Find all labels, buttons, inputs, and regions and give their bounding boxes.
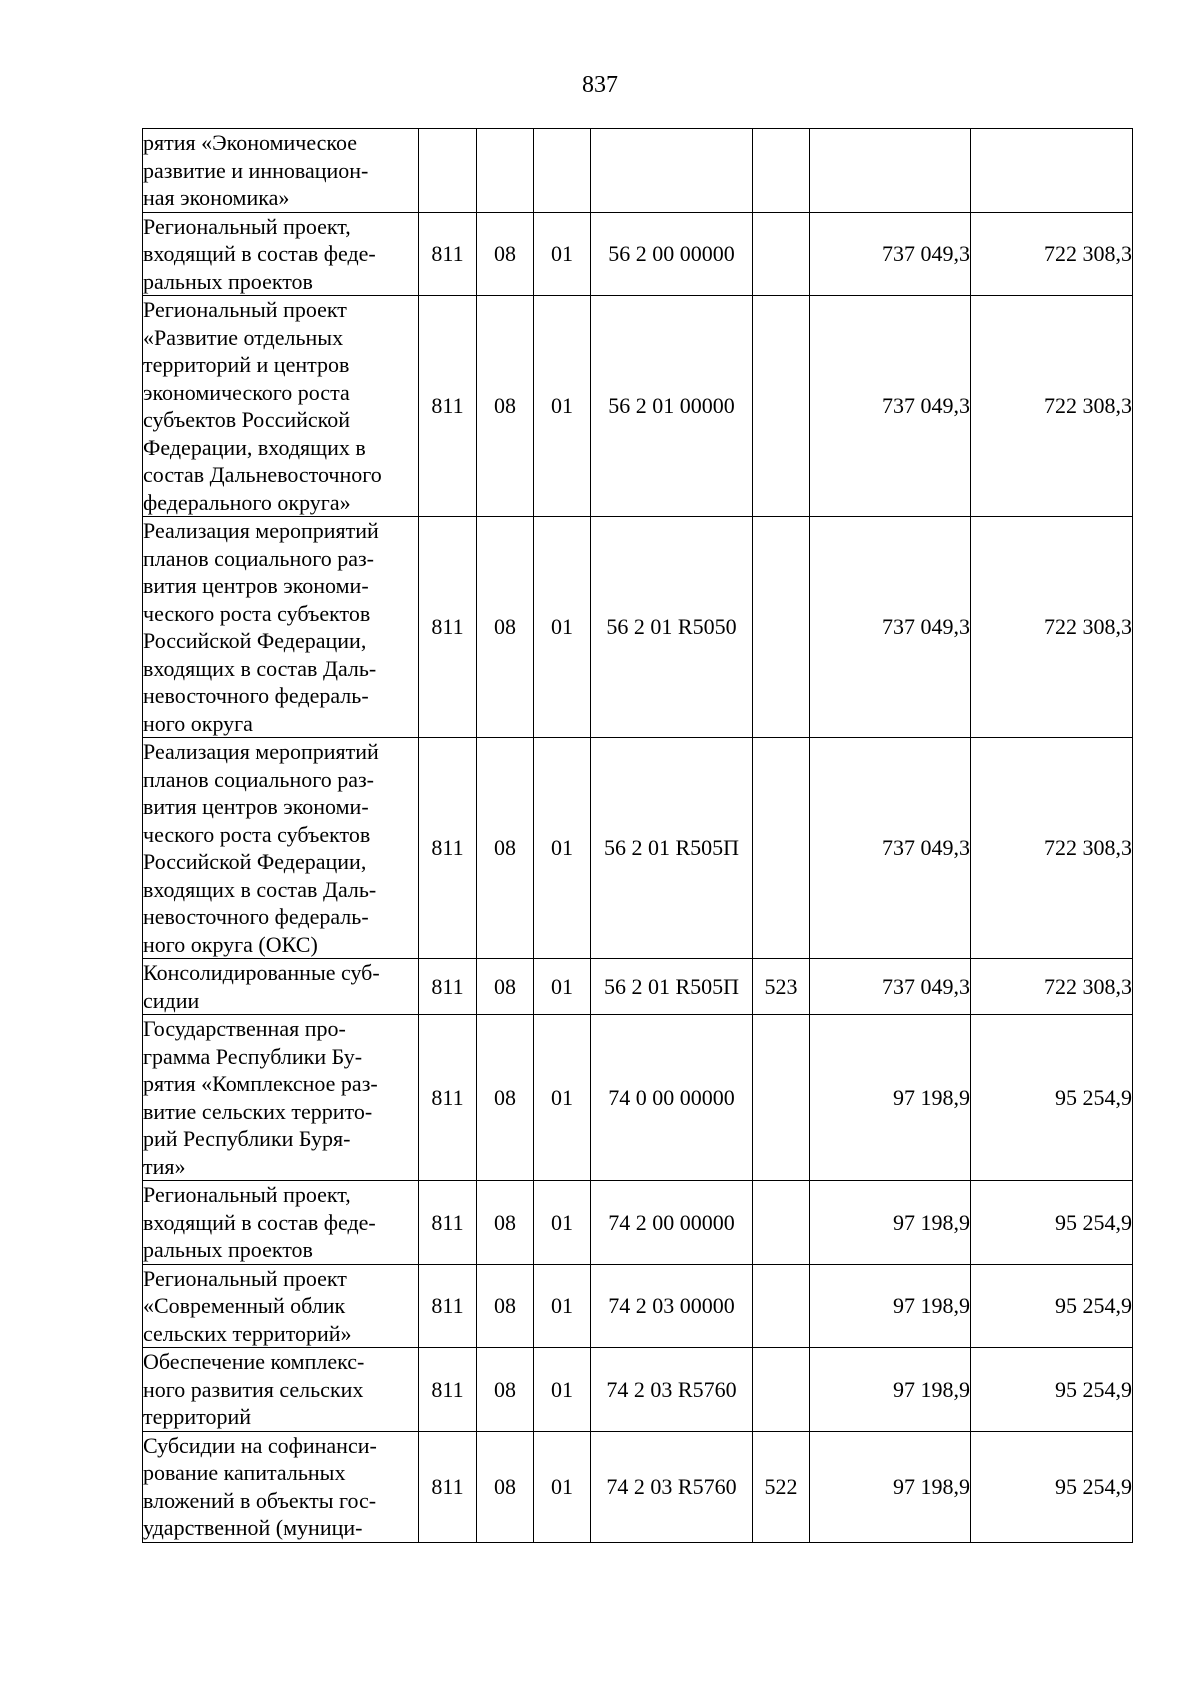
item-name-cell	[143, 212, 419, 296]
item-name-line: «Современный облик	[143, 1293, 346, 1318]
item-name-line: рование капитальных	[143, 1460, 346, 1485]
target-article-cell: 56 2 00 00000	[591, 212, 753, 296]
subsection-code-cell: 01	[534, 212, 591, 296]
subsection-code-cell: 01	[534, 296, 591, 517]
item-name-cell	[143, 1348, 419, 1432]
section-code-cell: 08	[477, 1431, 534, 1542]
target-article-cell: 56 2 01 00000	[591, 296, 753, 517]
item-name-cell	[143, 296, 419, 517]
expense-type-cell	[753, 1264, 810, 1348]
item-name-line: развитие и инновацион-	[143, 157, 369, 183]
item-name-cell	[143, 1015, 419, 1181]
subsection-code-cell: 01	[534, 1264, 591, 1348]
item-name-line: Субсидии на софинанси-	[143, 1432, 377, 1458]
item-name-line: Государственная про-	[143, 1016, 346, 1041]
ministry-code-cell: 811	[419, 1264, 477, 1348]
amount-year2-cell: 722 308,3	[971, 212, 1133, 296]
section-code-cell: 08	[477, 212, 534, 296]
target-article-cell: 74 2 03 R5760	[591, 1348, 753, 1432]
section-code-cell: 08	[477, 738, 534, 959]
item-name-line: ческого роста субъектов	[143, 821, 371, 847]
table-row	[143, 1264, 1133, 1348]
table-row	[143, 129, 1133, 213]
section-code-cell: 08	[477, 959, 534, 1015]
item-name-line: ного развития сельских	[143, 1376, 364, 1402]
amount-year2-cell: 722 308,3	[971, 738, 1133, 959]
item-name-line: невосточного федераль-	[143, 904, 369, 929]
target-article-cell: 74 2 00 00000	[591, 1181, 753, 1265]
ministry-code-cell: 811	[419, 1181, 477, 1265]
item-name-line: Обеспечение комплекс-	[143, 1349, 365, 1374]
item-name-line: субъектов Российской	[143, 407, 351, 432]
section-code-cell: 08	[477, 296, 534, 517]
item-name-line: ного округа (ОКС)	[143, 931, 318, 957]
table-body	[143, 129, 1133, 1543]
amount-year1-cell: 737 049,3	[810, 959, 971, 1015]
item-name-cell	[143, 1431, 419, 1542]
section-code-cell: 08	[477, 1264, 534, 1348]
item-name-line: «Развитие отдельных	[143, 324, 344, 350]
item-name-cell	[143, 1181, 419, 1265]
expense-type-cell: 522	[753, 1431, 810, 1542]
table-row	[143, 296, 1133, 517]
expense-type-cell	[753, 1348, 810, 1432]
amount-year1-cell: 97 198,9	[810, 1348, 971, 1432]
item-name-cell	[143, 517, 419, 738]
item-name-line: Российской Федерации,	[143, 849, 367, 874]
item-name-line: рий Республики Буря-	[143, 1126, 351, 1151]
item-name-cell	[143, 1264, 419, 1348]
amount-year1-cell	[810, 129, 971, 213]
item-name-line: входящих в состав Даль-	[143, 876, 377, 902]
section-code-cell: 08	[477, 1348, 534, 1432]
amount-year2-cell: 95 254,9	[971, 1264, 1133, 1348]
table-row	[143, 1431, 1133, 1542]
subsection-code-cell: 01	[534, 1431, 591, 1542]
item-name-line: входящий в состав феде-	[143, 241, 376, 266]
amount-year2-cell: 722 308,3	[971, 959, 1133, 1015]
item-name-line: территорий и центров	[143, 352, 350, 377]
item-name-cell	[143, 129, 419, 213]
item-name-line: ральных проектов	[143, 1237, 313, 1262]
amount-year1-cell: 97 198,9	[810, 1181, 971, 1265]
item-name-cell	[143, 738, 419, 959]
item-name-line: Федерации, входящих в	[143, 434, 366, 460]
page-number: 837	[582, 72, 618, 98]
table-row	[143, 959, 1133, 1015]
item-name-line: невосточного федераль-	[143, 683, 369, 708]
section-code-cell: 08	[477, 1181, 534, 1265]
item-name-line: Консолидированные суб-	[143, 960, 380, 985]
amount-year2-cell: 95 254,9	[971, 1181, 1133, 1265]
item-name-line: вложений в объекты гос-	[143, 1487, 377, 1513]
ministry-code-cell: 811	[419, 1015, 477, 1181]
target-article-cell	[591, 129, 753, 213]
subsection-code-cell	[534, 129, 591, 213]
table-row	[143, 738, 1133, 959]
ministry-code-cell: 811	[419, 1348, 477, 1432]
expense-type-cell	[753, 517, 810, 738]
section-code-cell: 08	[477, 1015, 534, 1181]
target-article-cell: 56 2 01 R505П	[591, 959, 753, 1015]
item-name-line: грамма Республики Бу-	[143, 1043, 363, 1069]
target-article-cell: 56 2 01 R505П	[591, 738, 753, 959]
item-name-line: тия»	[143, 1153, 186, 1179]
item-name-line: территорий	[143, 1404, 252, 1429]
expense-type-cell	[753, 1015, 810, 1181]
ministry-code-cell: 811	[419, 959, 477, 1015]
subsection-code-cell: 01	[534, 517, 591, 738]
target-article-cell: 74 2 03 00000	[591, 1264, 753, 1348]
ministry-code-cell: 811	[419, 296, 477, 517]
table-row	[143, 1015, 1133, 1181]
item-name-cell	[143, 959, 419, 1015]
target-article-cell: 56 2 01 R5050	[591, 517, 753, 738]
expense-type-cell	[753, 1181, 810, 1265]
amount-year2-cell: 95 254,9	[971, 1348, 1133, 1432]
item-name-line: рятия «Экономическое	[143, 130, 358, 155]
expense-type-cell	[753, 129, 810, 213]
amount-year2-cell: 722 308,3	[971, 517, 1133, 738]
table-row	[143, 1348, 1133, 1432]
item-name-line: Региональный проект,	[143, 1182, 351, 1207]
ministry-code-cell	[419, 129, 477, 213]
item-name-line: Реализация мероприятий	[143, 739, 379, 764]
amount-year2-cell: 95 254,9	[971, 1015, 1133, 1181]
subsection-code-cell: 01	[534, 738, 591, 959]
subsection-code-cell: 01	[534, 1348, 591, 1432]
item-name-line: Реализация мероприятий	[143, 518, 379, 543]
ministry-code-cell: 811	[419, 212, 477, 296]
ministry-code-cell: 811	[419, 1431, 477, 1542]
expense-type-cell	[753, 296, 810, 517]
item-name-line: состав Дальневосточного	[143, 462, 382, 487]
item-name-line: сидии	[143, 987, 200, 1013]
item-name-line: вития центров экономи-	[143, 794, 369, 819]
target-article-cell: 74 0 00 00000	[591, 1015, 753, 1181]
item-name-line: ческого роста субъектов	[143, 600, 371, 626]
item-name-line: ударственной (муници-	[143, 1515, 363, 1540]
item-name-line: сельских территорий»	[143, 1320, 352, 1346]
expense-type-cell	[753, 212, 810, 296]
subsection-code-cell: 01	[534, 1015, 591, 1181]
item-name-line: ная экономика»	[143, 185, 290, 210]
item-name-line: вития центров экономи-	[143, 573, 369, 598]
item-name-line: Региональный проект	[143, 1265, 347, 1291]
section-code-cell	[477, 129, 534, 213]
item-name-line: планов социального раз-	[143, 545, 374, 571]
ministry-code-cell: 811	[419, 738, 477, 959]
item-name-line: планов социального раз-	[143, 766, 374, 792]
section-code-cell: 08	[477, 517, 534, 738]
amount-year1-cell: 737 049,3	[810, 296, 971, 517]
expense-type-cell: 523	[753, 959, 810, 1015]
amount-year2-cell: 722 308,3	[971, 296, 1133, 517]
table-row	[143, 212, 1133, 296]
amount-year2-cell	[971, 129, 1133, 213]
item-name-line: Региональный проект,	[143, 213, 351, 239]
expense-type-cell	[753, 738, 810, 959]
table-row	[143, 517, 1133, 738]
item-name-line: Региональный проект	[143, 297, 347, 322]
ministry-code-cell: 811	[419, 517, 477, 738]
amount-year1-cell: 97 198,9	[810, 1015, 971, 1181]
subsection-code-cell: 01	[534, 1181, 591, 1265]
item-name-line: входящих в состав Даль-	[143, 655, 377, 681]
item-name-line: входящий в состав феде-	[143, 1209, 376, 1235]
amount-year1-cell: 737 049,3	[810, 738, 971, 959]
item-name-line: рятия «Комплексное раз-	[143, 1071, 378, 1096]
amount-year1-cell: 737 049,3	[810, 517, 971, 738]
item-name-line: витие сельских террито-	[143, 1098, 373, 1124]
item-name-line: ного округа	[143, 710, 253, 736]
item-name-line: Российской Федерации,	[143, 628, 367, 653]
target-article-cell: 74 2 03 R5760	[591, 1431, 753, 1542]
item-name-line: экономического роста	[143, 379, 350, 405]
subsection-code-cell: 01	[534, 959, 591, 1015]
item-name-line: ральных проектов	[143, 268, 313, 294]
amount-year1-cell: 737 049,3	[810, 212, 971, 296]
amount-year1-cell: 97 198,9	[810, 1431, 971, 1542]
amount-year2-cell: 95 254,9	[971, 1431, 1133, 1542]
item-name-line: федерального округа»	[143, 489, 351, 515]
amount-year1-cell: 97 198,9	[810, 1264, 971, 1348]
budget-table	[142, 128, 1133, 1543]
table-row	[143, 1181, 1133, 1265]
